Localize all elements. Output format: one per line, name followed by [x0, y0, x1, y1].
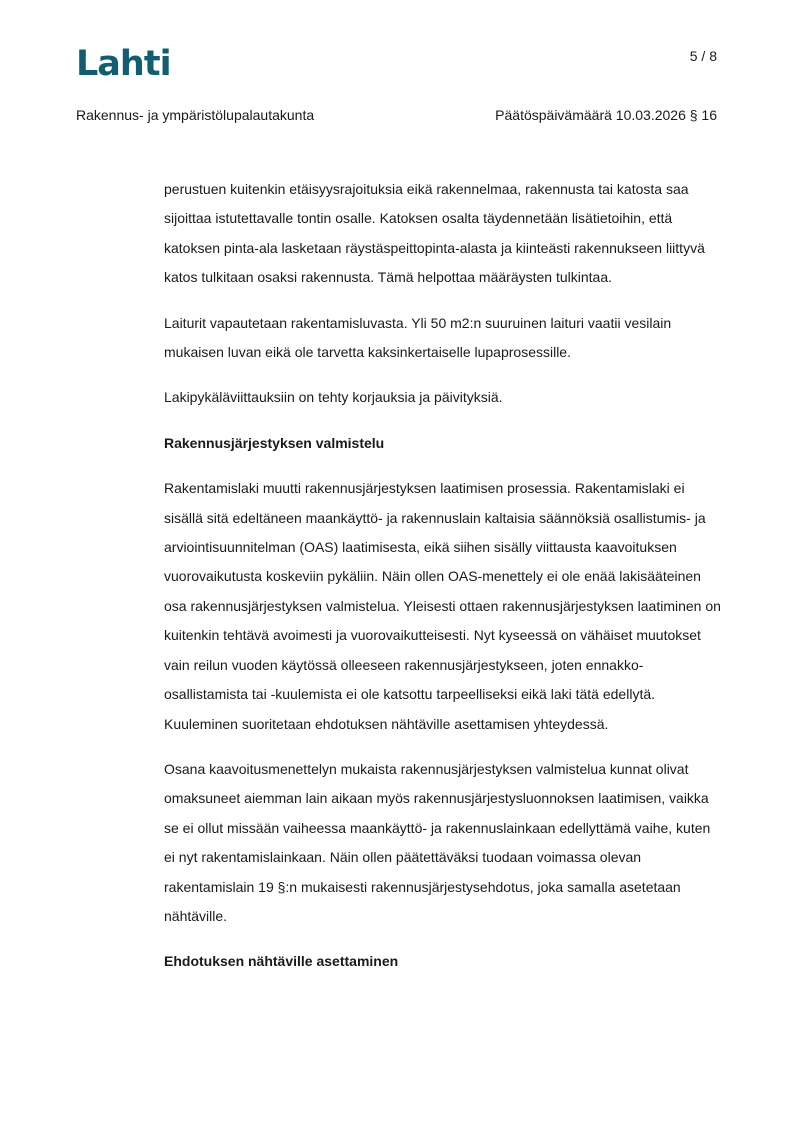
paragraph: Laiturit vapautetaan rakentamisluvasta. Yli 50 m2:n suuruinen laituri vaatii vesilain mukaisen luvan eikä ole tarvetta kaksinkertaiselle lupaprosessille.	[164, 314, 672, 361]
document-body	[164, 175, 724, 993]
paragraph: Rakentamislaki muutti rakennusjärjestyksen laatimisen prosessia. Rakentamislaki ei sisällä sitä edeltäneen maankäyttö- ja rakennuslain kaltaisia säännöksiä osallistumis- ja arviointisuunnitelman (OAS) laatimisesta, eikä siihen sisälly viittausta kaavoituksen vuorovaikutusta koskeviin pykäliin. Näin ollen OAS-menettely ei ole enää lakisääteinen osa rakennusjärjestyksen valmistelua. Yleisesti ottaen rakennusjärjestyksen laatiminen on kuitenkin tehtävä avoimesti ja vuorovaikutteisesti. Nyt kyseessä on vähäiset muutokset vain reilun vuoden käytössä olleeseen rakennusjärjestykseen, joten ennakko-osallistamista tai -kuulemista ei ole katsottu tarpeelliseksi eikä laki tätä edellytä. Kuuleminen suoritetaan ehdotuksen nähtäville asettamisen yhteydessä.	[164, 480, 721, 732]
paragraph: Osana kaavoitusmenettelyn mukaista rakennusjärjestyksen valmistelua kunnat olivat omaksuneet aiemman lain aikaan myös rakennusjärjestysluonnoksen laatimisen, vaikka se ei ollut missään vaiheessa maankäyttö- ja rakennuslainkaan edellyttämä vaihe, kuten ei nyt rakentamislainkaan. Näin ollen päätettäväksi tuodaan voimassa olevan rakentamislain 19 §:n mukaisesti rakennusjärjestysehdotus, joka samalla asetetaan nähtäville.	[164, 760, 711, 924]
decision-reference: Päätöspäivämäärä 10.03.2026 § 16	[495, 107, 717, 123]
page-number: 5 / 8	[689, 48, 717, 64]
lahti-logo: Lahti	[76, 44, 171, 84]
organization-name: Rakennus- ja ympäristölupalautakunta	[76, 107, 315, 123]
paragraph: perustuen kuitenkin etäisyysrajoituksia eikä rakennelmaa, rakennusta tai katosta saa sijoittaa istutettavalle tontin osalle. Katoksen osalta täydennetään lisätietoihin, että katoksen pinta-ala lasketaan räystäspeittopinta-alasta ja kiinteästi rakennukseen liittyvä katos tulkitaan osaksi rakennusta. Tämä helpottaa määräysten tulkintaa.	[164, 181, 705, 286]
paragraph: Lakipykäläviittauksiin on tehty korjauksia ja päivityksiä.	[164, 389, 503, 406]
section-heading: Rakennusjärjestyksen valmistelu	[164, 434, 385, 451]
section-heading: Ehdotuksen nähtäville asettaminen	[164, 953, 399, 970]
